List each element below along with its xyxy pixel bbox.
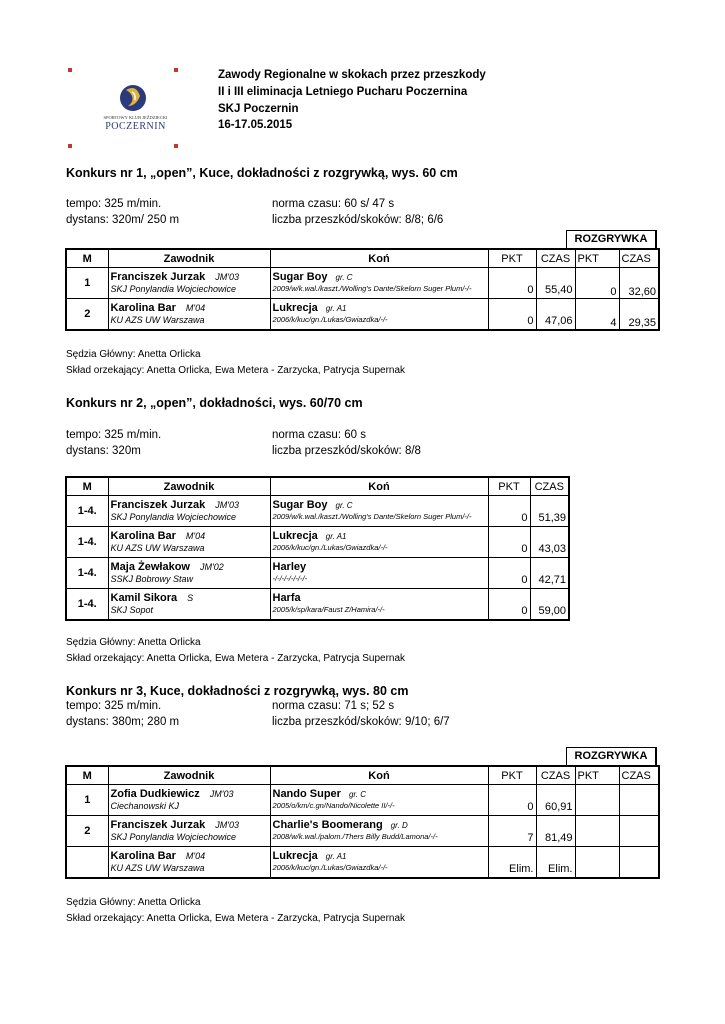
jumpoff-points: 0	[575, 268, 619, 299]
horse-pedigree: 2006/k/kuc/gn./Lukas/Gwiazdka/-/-	[272, 543, 388, 552]
col-header-pkt: PKT	[488, 766, 536, 785]
time: 42,71	[530, 558, 569, 589]
col-header-jumpoff-pkt: PKT	[575, 249, 619, 268]
horse-cell	[270, 496, 488, 527]
table-header-row	[66, 477, 569, 496]
horse-cell	[270, 527, 488, 558]
rider-club: KU AZS UW Warszawa	[110, 315, 205, 325]
event-title: Zawody Regionalne w skokach przez przeszkody	[218, 69, 486, 81]
horse-name: Sugar Boy gr. C	[272, 271, 353, 283]
table-row	[66, 527, 569, 558]
rider-cell	[108, 847, 270, 879]
rider-name: Kamil Sikora S	[110, 592, 194, 604]
logo-small-text: SPORTOWY KLUB JEŹDZIECKI	[103, 115, 168, 120]
competition-1-panel: Skład orzekający: Anetta Orlicka, Ewa Metera - Zarzycka, Patrycja Supernak	[66, 365, 406, 376]
col-header-czas: CZAS	[536, 249, 575, 268]
competition-2-judge: Sędzia Główny: Anetta Orlicka	[66, 637, 201, 648]
penalty-points: 0	[488, 527, 530, 558]
rider-category: JM'03	[215, 272, 240, 282]
rider-cell	[108, 785, 270, 816]
place: 1-4.	[66, 558, 108, 589]
jumpoff-time: 29,35	[619, 299, 659, 331]
rider-category: M'04	[185, 851, 206, 861]
col-header-czas: CZAS	[536, 766, 575, 785]
rider-category: M'04	[185, 531, 206, 541]
col-header-horse: Koń	[270, 766, 488, 785]
rider-cell	[108, 589, 270, 621]
rider-name: Maja Żewłakow JM'02	[110, 561, 224, 573]
table-header-row	[66, 249, 659, 268]
jumpoff-time	[619, 847, 659, 879]
col-header-horse: Koń	[270, 477, 488, 496]
horse-group: gr. C	[335, 501, 353, 510]
time: 60,91	[536, 785, 575, 816]
jumpoff-points	[575, 847, 619, 879]
jumpoff-points: 4	[575, 299, 619, 331]
logo-big-text: POCZERNIN	[105, 121, 166, 132]
rider-cell	[108, 816, 270, 847]
rider-name: Karolina Bar M'04	[110, 850, 206, 862]
time: Elim.	[536, 847, 575, 879]
rider-name: Franciszek Jurzak JM'03	[110, 819, 240, 831]
col-header-m: M	[66, 249, 108, 268]
event-subtitle: II i III eliminacja Letniego Pucharu Poczernina	[218, 86, 468, 98]
col-header-rider: Zawodnik	[108, 766, 270, 785]
penalty-points: Elim.	[488, 847, 536, 879]
rider-category: JM'03	[215, 500, 240, 510]
horse-cell	[270, 589, 488, 621]
rider-category: JM'02	[199, 562, 224, 572]
rider-club: SSKJ Bobrowy Staw	[110, 574, 194, 584]
rider-club: SKJ Sopot	[110, 605, 154, 615]
rider-club: SKJ Ponylandia Wojciechowice	[110, 284, 237, 294]
col-header-pkt: PKT	[488, 249, 536, 268]
competition-1-distance: dystans: 320m/ 250 m	[66, 214, 180, 226]
horse-cell	[270, 299, 488, 331]
rider-name: Franciszek Jurzak JM'03	[110, 271, 240, 283]
competition-2-tempo: tempo: 325 m/min.	[66, 429, 162, 441]
horse-name: Lukrecja gr. A1	[272, 850, 347, 862]
rider-name: Zofia Dudkiewicz JM'03	[110, 788, 234, 800]
horse-name: Nando Super gr. C	[272, 788, 366, 800]
penalty-points: 0	[488, 299, 536, 331]
col-header-jumpoff-czas: CZAS	[619, 766, 659, 785]
rider-name: Franciszek Jurzak JM'03	[110, 499, 240, 511]
competition-1-jumpoff-header: ROZGRYWKA	[566, 230, 657, 248]
time: 59,00	[530, 589, 569, 621]
rider-category: M'04	[185, 303, 206, 313]
col-header-jumpoff-czas: CZAS	[619, 249, 659, 268]
horse-cell	[270, 558, 488, 589]
horse-name: Lukrecja gr. A1	[272, 302, 347, 314]
competition-1-title: Konkurs nr 1, „open”, Kuce, dokładności z rozgrywką, wys. 60 cm	[66, 166, 458, 180]
horse-group: gr. A1	[325, 532, 347, 541]
table-row	[66, 785, 659, 816]
horse-pedigree: 2009/w/k.wal./kaszt./Wolling's Dante/Skelorn Suger Plum/-/-	[272, 512, 472, 521]
place: 1-4.	[66, 589, 108, 621]
competition-3-panel: Skład orzekający: Anetta Orlicka, Ewa Metera - Zarzycka, Patrycja Supernak	[66, 913, 406, 924]
horse-pedigree: 2006/k/kuc/gn./Lukas/Gwiazdka/-/-	[272, 315, 388, 324]
horse-cell	[270, 785, 488, 816]
time: 47,06	[536, 299, 575, 331]
horse-group: gr. A1	[325, 304, 347, 313]
horse-cell	[270, 816, 488, 847]
time: 43,03	[530, 527, 569, 558]
horse-name: Harfa	[272, 592, 301, 604]
rider-club: KU AZS UW Warszawa	[110, 863, 205, 873]
rider-cell	[108, 496, 270, 527]
table-row	[66, 816, 659, 847]
competition-1-obstacles: liczba przeszkód/skoków: 8/8; 6/6	[272, 214, 444, 226]
competition-3-results-table	[65, 765, 660, 879]
rider-club: KU AZS UW Warszawa	[110, 543, 205, 553]
table-row	[66, 589, 569, 621]
rider-category: S	[187, 593, 194, 603]
horse-group: gr. C	[335, 273, 353, 282]
horse-pedigree: 2005/o/km/c.gn/Nando/Nicolette II/-/-	[272, 801, 395, 810]
penalty-points: 0	[488, 558, 530, 589]
rider-cell	[108, 527, 270, 558]
rider-cell	[108, 558, 270, 589]
penalty-points: 0	[488, 496, 530, 527]
competition-1-judge: Sędzia Główny: Anetta Orlicka	[66, 349, 201, 360]
penalty-points: 0	[488, 785, 536, 816]
competition-1-results-table	[65, 248, 660, 331]
horse-pedigree: 2006/k/kuc/gn./Lukas/Gwiazdka/-/-	[272, 863, 388, 872]
col-header-pkt: PKT	[488, 477, 530, 496]
competition-2-distance: dystans: 320m	[66, 445, 141, 457]
jumpoff-time: 32,60	[619, 268, 659, 299]
competition-3-title: Konkurs nr 3, Kuce, dokładności z rozgrywką, wys. 80 cm	[66, 684, 409, 698]
event-organizer: SKJ Poczernin	[218, 103, 299, 115]
place: 1-4.	[66, 527, 108, 558]
competition-2-obstacles: liczba przeszkód/skoków: 8/8	[272, 445, 421, 457]
horse-name: Sugar Boy gr. C	[272, 499, 353, 511]
place: 1	[66, 785, 108, 816]
rider-category: JM'03	[215, 820, 240, 830]
col-header-rider: Zawodnik	[108, 249, 270, 268]
competition-2-title: Konkurs nr 2, „open”, dokładności, wys. 60/70 cm	[66, 396, 363, 410]
logo-emblem-icon	[68, 68, 178, 148]
competition-3-time-norm: norma czasu: 71 s; 52 s	[272, 700, 395, 712]
competition-3-jumpoff-header: ROZGRYWKA	[566, 747, 657, 765]
rider-cell	[108, 299, 270, 331]
horse-group: gr. D	[390, 821, 408, 830]
table-row	[66, 558, 569, 589]
event-dates: 16-17.05.2015	[218, 119, 293, 131]
penalty-points: 7	[488, 816, 536, 847]
jumpoff-points	[575, 785, 619, 816]
competition-2-results-table	[65, 476, 570, 621]
competition-3-tempo: tempo: 325 m/min.	[66, 700, 162, 712]
rider-club: Ciechanowski KJ	[110, 801, 180, 811]
col-header-m: M	[66, 766, 108, 785]
col-header-jumpoff-pkt: PKT	[575, 766, 619, 785]
place: 1-4.	[66, 496, 108, 527]
horse-cell	[270, 268, 488, 299]
time: 81,49	[536, 816, 575, 847]
place: 2	[66, 816, 108, 847]
table-row	[66, 299, 659, 331]
horse-pedigree: -/-/-/-/-/-/-/-	[272, 574, 308, 583]
rider-category: JM'03	[209, 789, 234, 799]
table-row	[66, 268, 659, 299]
competition-2-panel: Skład orzekający: Anetta Orlicka, Ewa Metera - Zarzycka, Patrycja Supernak	[66, 653, 406, 664]
competition-2-time-norm: norma czasu: 60 s	[272, 429, 366, 441]
time: 55,40	[536, 268, 575, 299]
place	[66, 847, 108, 879]
competition-3-obstacles: liczba przeszkód/skoków: 9/10; 6/7	[272, 716, 450, 728]
table-row	[66, 847, 659, 879]
horse-group: gr. A1	[325, 852, 347, 861]
competition-1-time-norm: norma czasu: 60 s/ 47 s	[272, 198, 395, 210]
horse-pedigree: 2009/w/k.wal./kaszt./Wolling's Dante/Skelorn Suger Plum/-/-	[272, 284, 472, 293]
penalty-points: 0	[488, 589, 530, 621]
jumpoff-points	[575, 816, 619, 847]
rider-club: SKJ Ponylandia Wojciechowice	[110, 832, 237, 842]
horse-name: Lukrecja gr. A1	[272, 530, 347, 542]
competition-3-judge: Sędzia Główny: Anetta Orlicka	[66, 897, 201, 908]
jumpoff-time	[619, 785, 659, 816]
col-header-czas: CZAS	[530, 477, 569, 496]
col-header-m: M	[66, 477, 108, 496]
horse-pedigree: 2008/w/k.wal./palom./Thers Billy Budd/Lamona/-/-	[272, 832, 438, 841]
competition-1-tempo: tempo: 325 m/min.	[66, 198, 162, 210]
rider-name: Karolina Bar M'04	[110, 530, 206, 542]
horse-name: Charlie's Boomerang gr. D	[272, 819, 408, 831]
col-header-horse: Koń	[270, 249, 488, 268]
competition-3-distance: dystans: 380m; 280 m	[66, 716, 180, 728]
jumpoff-time	[619, 816, 659, 847]
table-header-row	[66, 766, 659, 785]
rider-name: Karolina Bar M'04	[110, 302, 206, 314]
club-logo	[68, 68, 178, 148]
horse-group: gr. C	[348, 790, 366, 799]
time: 51,39	[530, 496, 569, 527]
rider-club: SKJ Ponylandia Wojciechowice	[110, 512, 237, 522]
horse-pedigree: 2005/k/sp/kara/Faust Z/Hamira/-/-	[272, 605, 385, 614]
place: 2	[66, 299, 108, 331]
rider-cell	[108, 268, 270, 299]
place: 1	[66, 268, 108, 299]
horse-name: Harley	[272, 561, 307, 573]
penalty-points: 0	[488, 268, 536, 299]
horse-cell	[270, 847, 488, 879]
col-header-rider: Zawodnik	[108, 477, 270, 496]
table-row	[66, 496, 569, 527]
